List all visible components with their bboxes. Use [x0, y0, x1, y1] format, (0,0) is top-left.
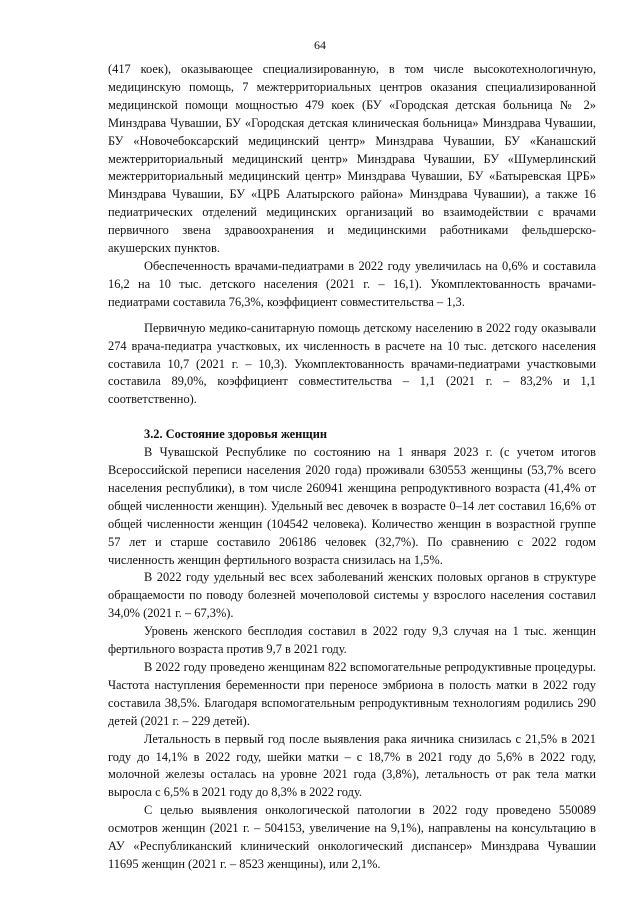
paragraph-primary-care: Первичную медико-санитарную помощь детскому населению в 2022 году оказывали 274 врача-педиатра участковых, их численность в расчете на 10 тыс. детского населения составила 10,7 (2021 г. – 10,3). Укомплектованность врачами-педиатрами участковыми составила 89,0%, коэффициент совместительства – 1,1 (2021 г. – 83,2% и 1,1 соответственно).: [108, 320, 596, 407]
page-number: 64: [314, 38, 326, 52]
paragraph-women-population: В Чувашской Республике по состоянию на 1 января 2023 г. (с учетом итогов Всероссийской переписи населения 2020 года) проживали 630553 женщины (53,7% всего населения республики), в том числе 260941 женщина репродуктивного возраста (41,4% от общей численности женщин). Удельный вес девочек в возрасте 0–14 лет составил 16,6% от общей численности женщин (104542 человека). Количество женщин в возрастной группе 57 лет и старше составило 206186 человек (32,7%). По сравнению с 2022 годом численность женщин фертильного возраста снизилась на 1,5%.: [108, 445, 596, 567]
paragraph-pediatricians-supply: Обеспеченность врачами-педиатрами в 2022 году увеличилась на 0,6% и составила 16,2 на 10 тыс. детского населения (2021 г. – 16,1). Укомплектованность врачами-педиатрами составила 76,3%, коэффициент совместительства – 1,3.: [108, 258, 596, 309]
page-body: [108, 61, 596, 874]
paragraph-genital-diseases: В 2022 году удельный вес всех заболеваний женских половых органов в структуре обращаемости по поводу болезней мочеполовой системы у взрослого населения составил 34,0% (2021 г. – 67,3%).: [108, 570, 596, 621]
paragraph-reproductive-technologies: В 2022 году проведено женщинам 822 вспомогательные репродуктивные процедуры. Частота наступления беременности при переносе эмбриона в полость матки в 2022 году составила 38,5%. Благодаря вспомогательным репродуктивным технологиям родились 290 детей (2021 г. – 229 детей).: [108, 660, 596, 728]
paragraph-cancer-mortality: Летальность в первый год после выявления рака яичника снизилась с 21,5% в 2021 году до 14,1% в 2022 году, шейки матки – с 18,7% в 2021 году до 5,6% в 2022 году, молочной железы осталась на уровне 2021 года (3,8%), летальность от рак тела матки выросла с 6,5% в 2021 году до 8,3% в 2022 году.: [108, 731, 596, 800]
paragraph-oncology-screening: С целью выявления онкологической патологии в 2022 году проведено 550089 осмотров женщин (2021 г. – 504153, увеличение на 9,1%), направлены на консультацию в АУ «Республиканский клинический онкологический диспансер» Минздрава Чувашии 11695 женщин (2021 г. – 8523 женщины), или 2,1%.: [108, 803, 596, 871]
section-heading: 3.2. Состояние здоровья женщин: [144, 427, 328, 442]
paragraph-continued: (417 коек), оказывающее специализированную, в том числе высокотехнологичную, медицинскую помощь, 7 межтерриториальных центров оказания специализированной медицинской помощи мощностью 479 коек (БУ «Городская детская больница № 2» Минздрава Чувашии, БУ «Городская детская клиническая больница» Минздрава Чувашии, БУ «Новочебоксарский медицинский центр» Минздрава Чувашии, БУ «Канашский межтерриториальный медицинский центр» Минздрава Чувашии, БУ «Шумерлинский межтерриториальный медицинский центр» Минздрава Чувашии, БУ «Батыревская ЦРБ» Минздрава Чувашии, БУ «ЦРБ Алатырского района» Минздрава Чувашии), а также 16 педиатрических отделений медицинских организаций во взаимодействии с врачами первичного звена здравоохранения и медицинскими работниками фельдшерско-акушерских пунктов.: [108, 62, 596, 256]
paragraph-infertility: Уровень женского бесплодия составил в 2022 году 9,3 случая на 1 тыс. женщин фертильного возраста против 9,7 в 2021 году.: [108, 624, 596, 657]
